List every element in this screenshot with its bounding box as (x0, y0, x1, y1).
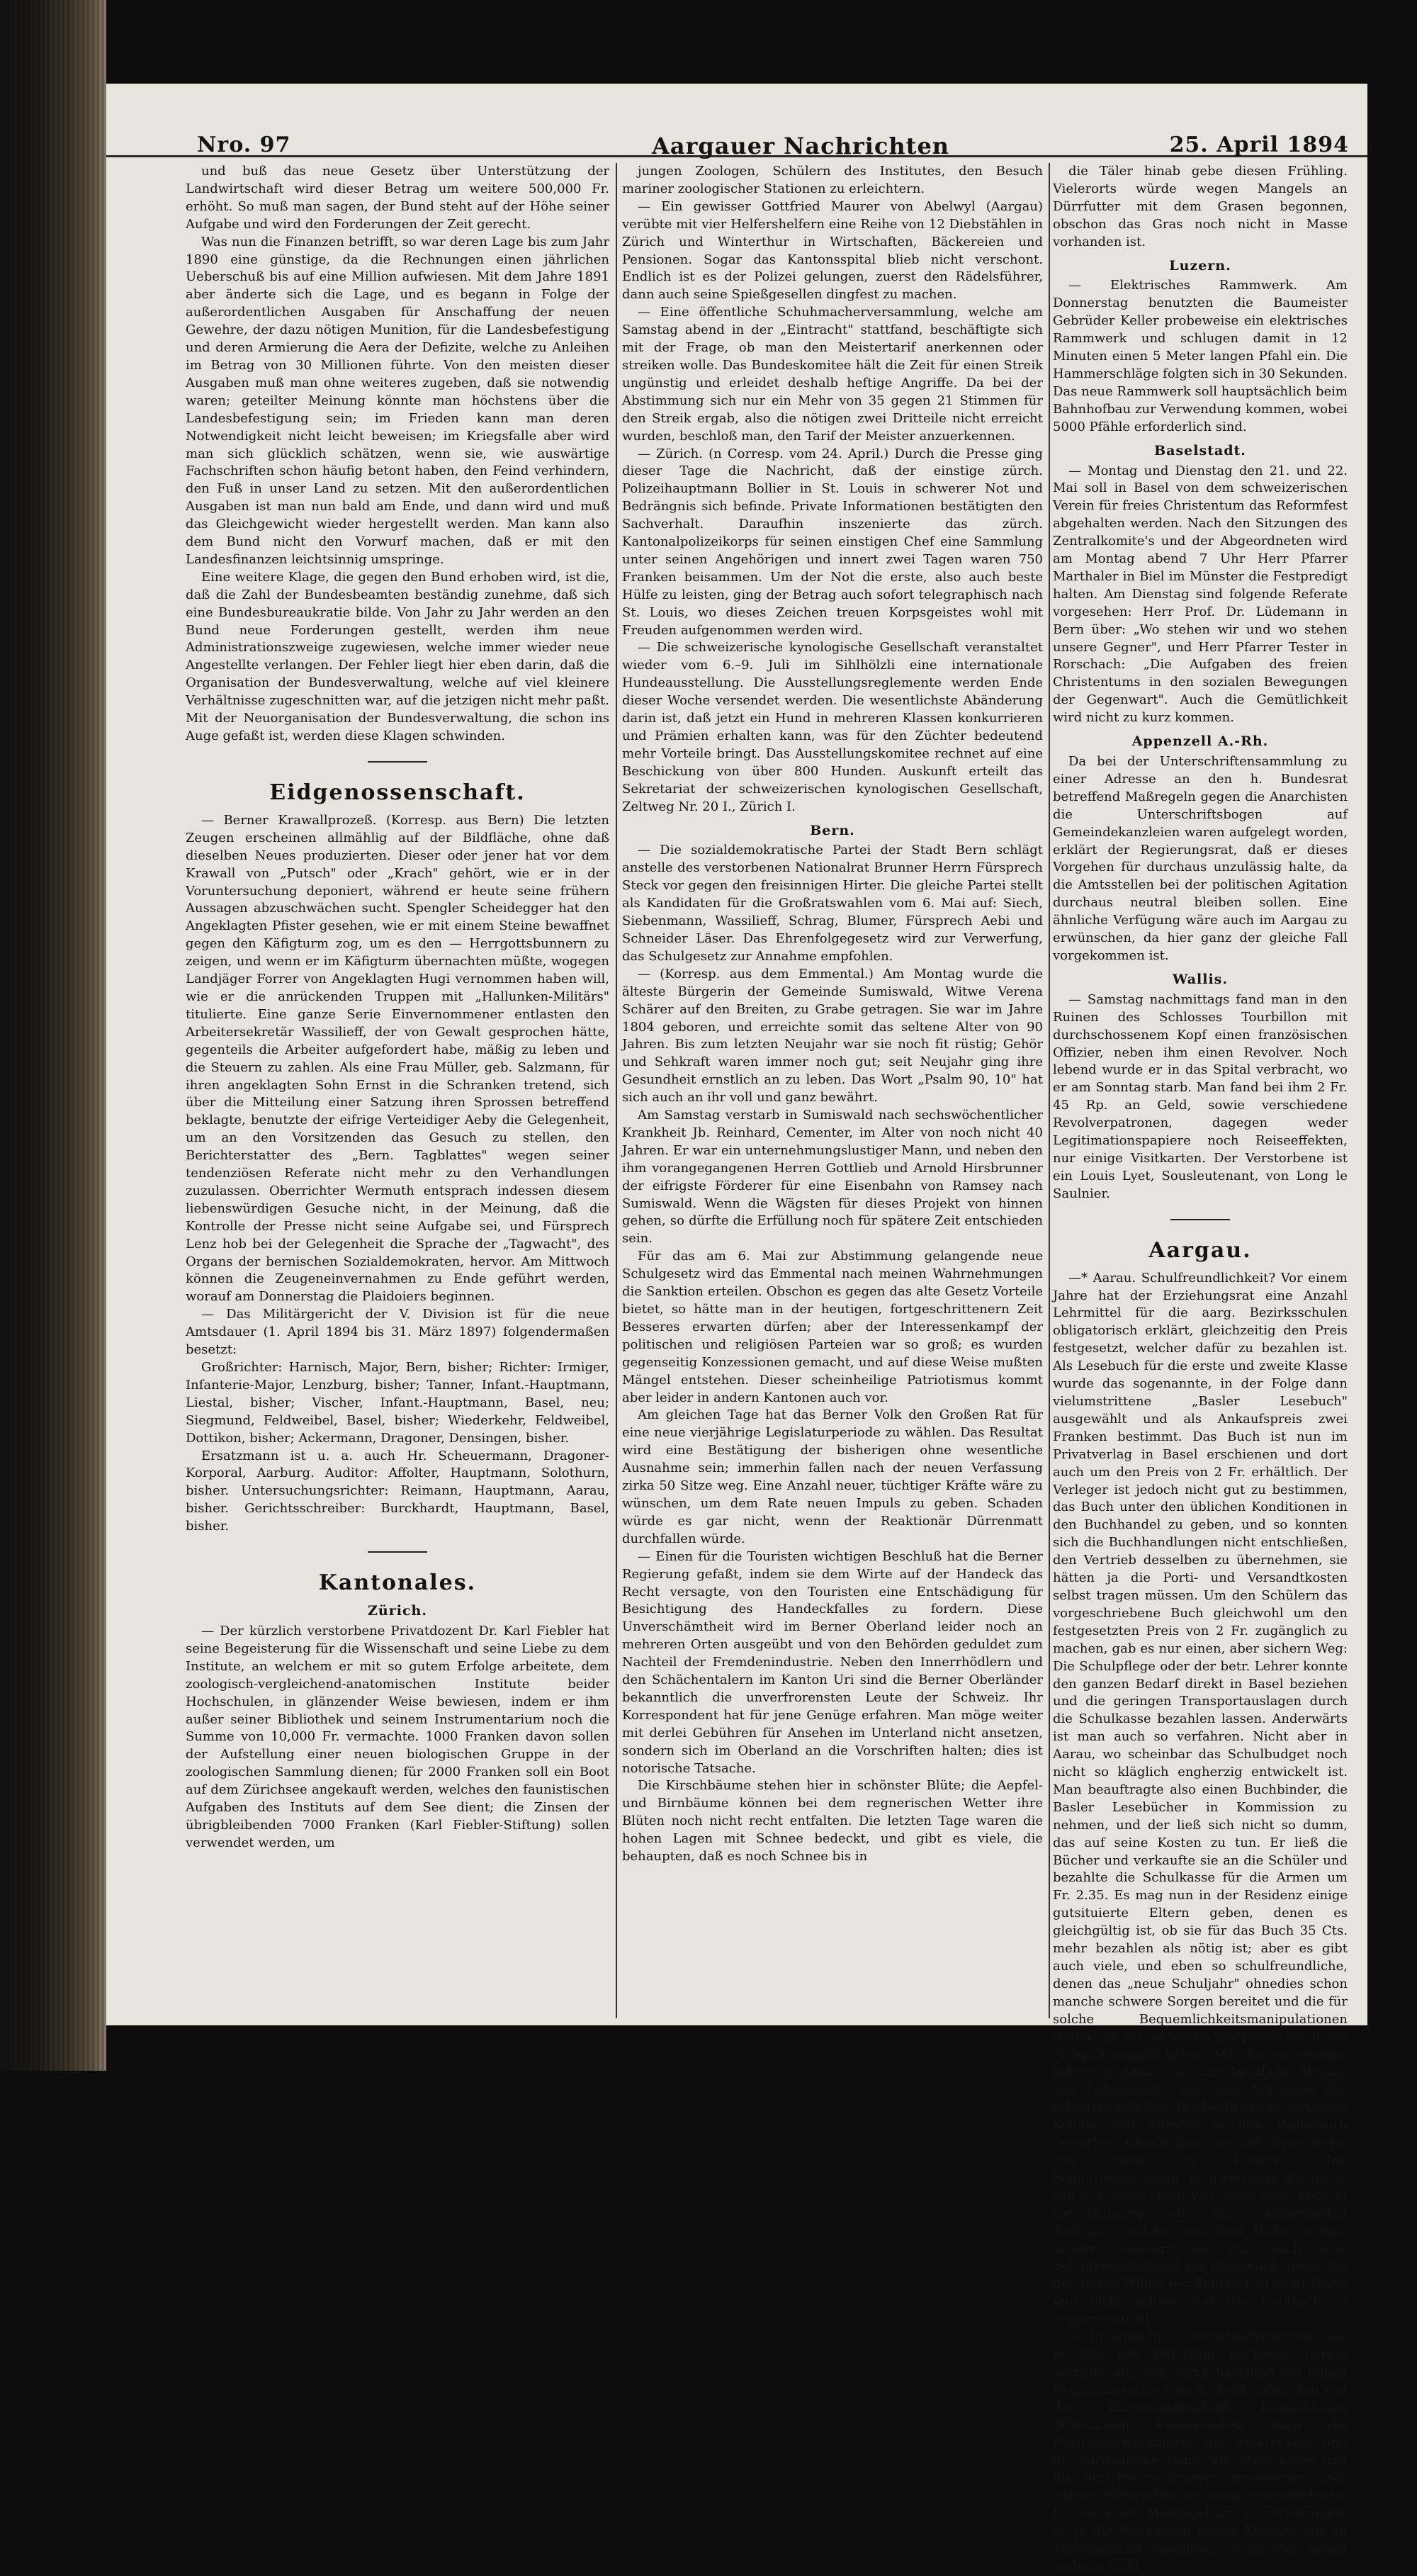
article-paragraph: — Berner Krawallprozeß. (Korresp. aus Bern) Die letzten Zeugen erscheinen allmählig auf der Bildfläche, ohne daß dieselben Neues produzierten. Dieser oder jener hat vor dem Krawall von „Putsch" oder „Krach" gehört, wie er in der Voruntersuchung deponiert, während er heute seine frühern Aussagen abzuschwächen sucht. Spengler Scheidegger hat den Angeklagten Pfister gesehen, wie er mit einem Steine bewaffnet gegen den Käfigturm zog, um es den — Herrgottsbunnern zu zeigen, und wenn er im Käfigturm übernachten müßte, wogegen Landjäger Forrer von Angeklagten Hugi vernommen haben will, wie er die anrückenden Truppen mit „Hallunken-Militärs" titulierte. Eine ganze Serie Einvernommener entlasten den Arbeitersekretär Wassilieff, der von Gewalt gesprochen hätte, gegenteils die Arbeiter aufgefordert habe, mäßig zu leben und die Steuern zu zahlen. Als eine Frau Müller, geb. Salzmann, für ihren angeklagten Sohn Ernst in die Schranken tretend, sich über die Mitteilung einer Satzung ihren Sprossen betreffend beklagte, benutzte der eifrige Verteidiger Aeby die Gelegenheit, um an den Vorsitzenden das Gesuch zu stellen, den Berichterstatter des „Bern. Tagblattes" wegen seiner tendenziösen Referate nicht mehr zu den Verhandlungen zuzulassen. Oberrichter Wermuth entsprach indessen diesem liebenswürdigen Gesuche nicht, in der Meinung, daß die Kontrolle der Presse nicht seine Aufgabe sei, und Fürsprech Lenz hob bei der Gelegenheit die Sprache der „Tagwacht", des Organs der bernischen Sozialdemokraten, hervor. Am Mittwoch können die Zeugeneinvernahmen zu Ende geführt werden, worauf am Donnerstag die Plaidoiers beginnen. (186, 812, 609, 1305)
column-rule-1 (616, 163, 617, 2018)
canton-heading-zurich: Zürich. (368, 1603, 427, 1619)
section-heading-eidgenossenschaft: Eidgenossenschaft. (269, 780, 526, 805)
article-paragraph: — Italienische Silberscheidemünzen. Wir machen das Publikum nochmals darauf aufmerksam, daß durch Beschluß des hohen Regierungsrates vom 4. April außer den von der Eidgenossenschaft bezeichneten öffentlichen Kassenstellen auch die Bezirksverwaltungen, die Staatskasse und die aargauische Bank, die Staatskasse und die Bezirksverwaltungen angewiesen sind, italien. Silberscheidemünzen auszuwechseln. Es war diese Maßregel um so notwendiger, da ja die Postkassen solche Münzen nur an Zahlungsstatt annehmen, nicht aber gegen anderes Geld (1053, 2329, 1348, 2574)
article-paragraph: jungen Zoologen, Schülern des Institutes, den Besuch mariner zoologischer Stationen zu erleichtern. (622, 164, 1043, 196)
section-separator (368, 761, 427, 763)
article-paragraph: Am Samstag verstarb in Sumiswald nach sechswöchentlicher Krankheit Jb. Reinhard, Cementer, im Alter von noch nicht 40 Jahren. Er war ein unternehmungslustiger Mann, und neben den ihm vorangegangenen Herren Gottlieb und Arnold Hirsbrunner der eifrigste Förderer für eine Eisenbahn von Ramsey nach Sumiswald. Wenn die Wägsten für dieses Projekt von hinnen gehen, so dürfte die Erfüllung noch für spätere Zeit entschieden sein. (622, 1108, 1043, 1247)
article-paragraph: — Elektrisches Rammwerk. Am Donnerstag benutzten die Baumeister Gebrüder Keller probeweise ein elektrisches Rammwerk und schlugen damit in 12 Minuten einen 5 Meter langen Pfahl ein. Die Hammerschläge folgten sich in 30 Sekunden. Das neue Rammwerk soll hauptsächlich beim Bahnhofbau zur Verwendung kommen, wobei 5000 Pfähle erforderlich sind. (1053, 278, 1348, 434)
masthead (106, 84, 1367, 157)
issue-number: Nro. 97 (197, 133, 291, 157)
newspaper-page (106, 84, 1367, 2574)
article-paragraph: und buß das neue Gesetz über Unterstützung der Landwirtschaft wird dieser Betrag um weitere 500,000 Fr. erhöht. So muß man sagen, der Bund steht auf der Höhe seiner Aufgabe und wird den Forderungen der Zeit gerecht. (186, 164, 609, 232)
newspaper-title: Aargauer Nachrichten (652, 133, 950, 159)
article-paragraph: — Einen für die Touristen wichtigen Beschluß hat die Berner Regierung gefaßt, indem sie dem Wirte auf der Handeck das Recht versagte, von den Touristen eine Entschädigung für Besichtigung des Handeckfalles zu fordern. Diese Unverschämtheit wird im Berner Oberland leider noch an mehreren Orten ausgeübt und von den Behörden geduldet zum Nachteil der Fremdenindustrie. Neben den Innerrhödlern und den Schächentalern im Kanton Uri sind die Berner Oberländer bekanntlich die unverfrorensten Leute der Schweiz. Ihr Korrespondent hat für jene Genüge erfahren. Man möge weiter mit derlei Gebühren für Ansehen im Unterland nicht ansetzen, sondern sich im Oberland an die Vorschriften halten; dies ist notorische Tatsache. (622, 1548, 1043, 1776)
section-heading-aargau: Aargau. (1148, 1237, 1252, 1263)
canton-heading-luzern: Luzern. (1169, 257, 1231, 274)
article-paragraph: Ersatzmann ist u. a. auch Hr. Scheuermann, Dragoner-Korporal, Aarburg. Auditor: Affolter, Hauptmann, Solothurn, bisher. Untersuchungsrichter: Reimann, Hauptmann, Aarau, bisher. Gerichtsschreiber: Burckhardt, Hauptmann, Basel, bisher. (186, 1448, 609, 1534)
article-paragraph: — Der kürzlich verstorbene Privatdozent Dr. Karl Fiebler hat seine Begeisterung für die Wissenschaft und seine Liebe zu dem Institute, an welchem er mit so gutem Erfolge arbeitete, dem zoologisch-vergleichend-anatomischen Institute beider Hochschulen, in glänzender Weise bewiesen, indem er ihm außer seiner Bibliothek und seinem Instrumentarium noch die Summe von 10,000 Fr. vermachte. 1000 Franken davon sollen der Aufstellung einer neuen biologischen Gruppe in der zoologischen Sammlung dienen; für 2000 Franken soll ein Boot auf dem Zürichsee angekauft werden, welches den faunistischen Aufgaben des Instituts auf dem See dient; die Zinsen der übrigbleibenden 7000 Franken (Karl Fiebler-Stiftung) sollen verwendet werden, um (186, 1623, 609, 1850)
canton-heading-bern: Bern. (810, 822, 855, 838)
section-separator (368, 1551, 427, 1553)
section-heading-kantonales: Kantonales. (318, 1570, 477, 1596)
page-edges (0, 0, 106, 2071)
article-paragraph: — Das Militärgericht der V. Division ist für die neue Amtsdauer (1. April 1894 bis 31. März 1897) folgendermaßen besetzt: (186, 1307, 609, 1358)
canton-heading-wallis: Wallis. (1173, 971, 1228, 987)
book-binding (0, 0, 106, 2071)
article-paragraph: Eine weitere Klage, die gegen den Bund erhoben wird, ist die, daß die Zahl der Bundesbeamten beständig zunehme, daß sich eine Bundesbureaukratie bilde. Von Jahr zu Jahr werden an den Bund neue Forderungen gestellt, werden ihm neue Administrationszweige zugewiesen, welche immer wieder neue Angestellte verlangen. Der Fehler liegt hier eben darin, daß die Organisation der Bundesverwaltung, welche auf viel kleinere Verhältnisse zugeschnitten war, auf die jetzigen nicht mehr paßt. Mit der Neuorganisation der Bundesverwaltung, die schon ins Auge gefaßt ist, werden diese Klagen schwinden. (186, 569, 609, 743)
article-paragraph: Am gleichen Tage hat das Berner Volk den Großen Rat für eine neue vierjährige Legislaturperiode zu wählen. Das Resultat wird eine Bestätigung der bisherigen ohne wesentliche Ausnahme sein; immerhin fallen nach der neuen Verfassung zirka 50 Sitze weg. Eine Anzahl neuer, tüchtiger Kräfte wäre zu wünschen, um dem Rate neuen Impuls zu geben. Schaden würde es gar nicht, wenn der Reaktionär Dürrenmatt durchfallen würde. (622, 1407, 1043, 1546)
article-paragraph: — Die sozialdemokratische Partei der Stadt Bern schlägt anstelle des verstorbenen Nationalrat Brunner Herrn Fürsprech Steck vor gegen den freisinnigen Hirter. Die gleiche Partei stellt als Kandidaten für die Großratswahlen vom 6. Mai auf: Siech, Siebenmann, Wassilieff, Schrag, Blumer, Fürsprech Aebi und Schneider Läser. Das Ehrenfolgegesetz wird zur Verwerfung, das Schulgesetz zur Annahme empfohlen. (622, 843, 1043, 964)
canton-heading-appenzell: Appenzell A.-Rh. (1131, 733, 1269, 750)
article-paragraph: —* Aarau. Schulfreundlichkeit? Vor einem Jahre hat der Erziehungsrat eine Anzahl Lehrmittel für die aarg. Bezirksschulen obligatorisch erklärt, gleichzeitig den Preis festgesetzt, welcher dafür zu bezahlen ist. Als Lesebuch für die erste und zweite Klasse wurde das sogenannte, in der Folge dann vielumstrittene „Basler Lesebuch" ausgewählt und als Ankaufspreis zwei Franken bestimmt. Das Buch ist nun im Privatverlag in Basel erschienen und dort auch um den Preis von 2 Fr. erhältlich. Der Verleger ist jedoch nicht gut zu bestimmen, das Buch unter den üblichen Konditionen in den Buchhandel zu geben, und so konnten sich die Buchhandlungen nicht entschließen, den Vertrieb desselben zu übernehmen, sie hätten ja die Porti- und Versandtkosten selbst tragen müssen. Um den Schülern das vorgeschriebene Buch gleichwohl um den festgesetzten Preis von 2 Fr. zugänglich zu machen, gab es nur einen, aber sichern Weg: Die Schulpflege oder der betr. Lehrer konnte den ganzen Bedarf direkt in Basel beziehen und die geringen Transportauslagen durch die Schulkasse bezahlen lassen. Anderwärts ist man auch so verfahren. Nicht aber in Aarau, wo scheinbar das Schulbudget noch nicht so kläglich engherzig entwickelt ist. Man beauftragte also einen Buchbinder, die Basler Lesebücher in Kommission zu nehmen, und der ließ sich nicht so dumm, das auf seine Kosten zu tun. Er ließ die Bücher und verkaufte sie an die Schüler und bezahlte die Schulkasse für die Armen um Fr. 2.35. Es mag nun in der Residenz einige gutsituierte Eltern geben, denen es gleichgültig ist, ob sie für das Buch 35 Cts. mehr bezahlen als nötig ist; aber es gibt auch viele, und eben so schulfreundliche, denen das „neue Schuljahr" ohnedies schon manche schwere Sorgen bereitet und die für solche Bequemlichkeitsmanipulationen weder die erforderliche Sympathie noch das nötige Kleingeld haben. Man hat vor einigen Jahren in Aarau die „unentgeltliche Abgabe von Lehrmitteln" mit dem Argument der schulfreundlichen Wechselwirkung zwischen Schule und Familie in den Papierkorb geworfen. Glaubt man sie auf diese Weise von oben zu fördern? Die Schulfreundlichkeit, man vergesse das nicht, soll sich nicht allein von unten nach oben in Genehmigung all der „zeitgemäßen Anträge", welche man dem Volke vorlegt, äußern; sondern es gibt auch eine Schulfreundlichkeit von oben nach unten, die den guten Willen der Schwachen nicht lähmt und nicht schwer auf der Geldsack zu ersparen sucht. (1053, 1270, 1348, 2327)
article-paragraph: — Eine öffentliche Schuhmacherversammlung, welche am Samstag abend in der „Eintracht" stattfand, beschäftigte sich mit der Frage, ob man den Meistertarif anerkennen oder streiken wolle. Das Bundeskomitee hält die Zeit für einen Streik ungünstig und erleidet deshalb heftige Angriffe. Da bei der Abstimmung sich nur ein Mehr von 35 gegen 21 Stimmen für den Streik ergab, also die nötigen zwei Dritteile nicht erreicht wurden, beschloß man, den Tarif der Meister anzuerkennen. (622, 305, 1043, 444)
article-paragraph: — Zürich. (n Corresp. vom 24. April.) Durch die Presse ging dieser Tage die Nachricht, daß der einstige zürch. Polizeihauptmann Bollier in St. Louis in schwerer Not und Bedrängnis sich befinde. Private Informationen bestätigten den Sachverhalt. Daraufhin inszenierte das zürch. Kantonalpolizeikorps für seinen einstigen Chef eine Sammlung unter seinen Angehörigen und innert zwei Tagen waren 750 Franken beisammen. Um der Not die erste, also auch beste Hülfe zu leisten, ging der Betrag auch sofort telegraphisch nach St. Louis, wo dieses Zeichen treuen Korpsgeistes wohl mit Freuden aufgenommen werden wird. (622, 446, 1043, 638)
article-paragraph: Großrichter: Harnisch, Major, Bern, bisher; Richter: Irmiger, Infanterie-Major, Lenzburg, bisher; Tanner, Infant.-Hauptmann, Liestal, bisher; Vischer, Infant.-Hauptmann, Basel, neu; Siegmund, Feldweibel, Basel, bisher; Wiederkehr, Feldweibel, Dottikon, bisher; Ackermann, Dragoner, Densingen, bisher. (186, 1360, 609, 1446)
column-2 (622, 163, 1043, 2018)
article-paragraph: — Die schweizerische kynologische Gesellschaft veranstaltet wieder vom 6.–9. Juli im Sihlhölzli eine internationale Hundeausstellung. Die Ausstellungsreglemente werden Ende dieser Woche versendet werden. Die wesentlichste Abänderung darin ist, daß jetzt ein Hund in mehreren Klassen konkurrieren und Prämien erhalten kann, was für den Züchter bedeutend mehr Vorteile bringt. Das Ausstellungskomitee rechnet auf eine Beschickung von über 800 Hunden. Auskunft erteilt das Sekretariat der schweizerischen kynologischen Gesellschaft, Zeltweg Nr. 20 I., Zürich I. (622, 640, 1043, 814)
article-paragraph: — Ein gewisser Gottfried Maurer von Abelwyl (Aargau) verübte mit vier Helfershelfern eine Reihe von 12 Diebstählen in Zürich und Winterthur in Wirtschaften, Bäckereien und Pensionen. Sogar das Kantonsspital blieb nicht verschont. Endlich ist es der Polizei gelungen, zuerst den Rädelsführer, dann auch seine Spießgesellen dingfest zu machen. (622, 198, 1043, 303)
article-paragraph: Die Kirschbäume stehen hier in schönster Blüte; die Aepfel- und Birnbäume können bei dem regnerischen Wetter ihre Blüten noch nicht recht entfalten. Die letzten Tage waren die hohen Lagen mit Schnee bedeckt, und gibt es viele, die behaupten, daß es noch Schnee bis in (622, 1778, 1043, 1864)
column-rule-2 (1049, 163, 1050, 2018)
column-3 (1053, 163, 1348, 2574)
article-paragraph: — Samstag nachmittags fand man in den Ruinen des Schlosses Tourbillon mit durchschossenem Kopf einen französischen Offizier, neben ihm einen Revolver. Noch lebend wurde er in das Spital verbracht, wo er am Sonntag starb. Man fand bei ihm 2 Fr. 45 Rp. an Geld, sowie verschiedene Revolverpatronen, dagegen weder Legitimationspapiere noch Reiseeffekten, nur einige Visitkarten. Der Verstorbene ist ein Louis Lyet, Sousleutenant, von Long le Saulnier. (1053, 991, 1348, 1201)
section-separator (1170, 1219, 1230, 1220)
column-1 (186, 163, 609, 2018)
canton-heading-baselstadt: Baselstadt. (1154, 442, 1246, 459)
article-paragraph: — Montag und Dienstag den 21. und 22. Mai soll in Basel von dem schweizerischen Verein für freies Christentum das Reformfest abgehalten werden. Nach den Sitzungen des Zentralkomite's und der Abgeordneten wird am Montag abend 7 Uhr Herr Pfarrer Marthaler in Biel im Münster die Festpredigt halten. Am Dienstag sind folgende Referate vorgesehen: Herr Prof. Dr. Lüdemann in Bern über: „Wo stehen wir und wo stehen unsere Gegner", und Herr Pfarrer Tester in Rorschach: „Die Aufgaben des freien Christentums in den sozialen Bewegungen der Gegenwart". Auch die Gemütlichkeit wird nicht zu kurz kommen. (1053, 463, 1348, 726)
article-paragraph: die Täler hinab gebe diesen Frühling. Vielerorts würde wegen Mangels an Dürrfutter mit dem Grasen begonnen, obschon das Gras noch nicht in Masse vorhanden ist. (1053, 164, 1348, 249)
article-paragraph: Für das am 6. Mai zur Abstimmung gelangende neue Schulgesetz wird das Emmental nach meinen Wahrnehmungen die Sanktion erteilen. Obschon es gegen das alte Gesetz Vorteile bietet, so hätte man in der heutigen, fortgeschrittenern Zeit Besseres erwarten dürfen; aber der Interessenkampf der politischen und religiösen Parteien war so groß; es wurden gegenseitig Konzessionen gemacht, und auf diese Weise mußten Mängel entstehen. Dieser scheinheilige Patriotismus kommt aber leider in andern Kantonen auch vor. (622, 1249, 1043, 1405)
issue-date: 25. April 1894 (1169, 133, 1349, 157)
article-paragraph: — (Korresp. aus dem Emmental.) Am Montag wurde die älteste Bürgerin der Gemeinde Sumiswald, Witwe Verena Schärer auf den Breiten, zu Grabe getragen. Sie war im Jahre 1804 geboren, und erreichte somit das seltene Alter von 90 Jahren. Bis zum letzten Neujahr war sie noch fit rüstig; Gehör und Sehkraft waren immer noch gut; seit Neujahr ging ihre Gesundheit ernstlich an zu leben. Das Wort „Psalm 90, 10" hat sich auch an ihr voll und ganz bewährt. (622, 966, 1043, 1106)
article-paragraph: Was nun die Finanzen betrifft, so war deren Lage bis zum Jahr 1890 eine günstige, da die Rechnungen einen jährlichen Ueberschuß bis auf eine Million aufwiesen. Mit dem Jahre 1891 aber änderte sich die Lage, und es begann in Folge der außerordentlichen Ausgaben für Anschaffung der neuen Gewehre, der dazu nötigen Munition, für die Landesbefestigung und deren Armierung die Aera der Defizite, welche zu Anleihen im Betrag von 30 Millionen führte. Von den meisten dieser Ausgaben muß man ohne weiteres zugeben, daß sie notwendig waren; geteilter Meinung könnte man höchstens über die Landesbefestigung sein; im Frieden kann man deren Notwendigkeit nicht leicht beweisen; im Kriegsfalle aber wird man sich glücklich schätzen, wenn sie, wie auswärtige Fachschriften schon häufig betont haben, den Feind verhindern, den Fuß in unser Land zu setzen. Mit den außerordentlichen Ausgaben ist man nun bald am Ende, und dann wird und muß das Gleichgewicht wieder hergestellt werden. Man kann also dem Bund nicht den Vorwurf machen, daß er mit den Landesfinanzen leichtsinnig umspringe. (186, 234, 609, 567)
article-paragraph: Da bei der Unterschriftensammlung zu einer Adresse an den h. Bundesrat betreffend Maßregeln gegen die Anarchisten die Unterschriftsbogen auf Gemeindekanzleien waren aufgelegt worden, erklärt der Regierungsrat, daß er dieses Vorgehen für durchaus unzulässig halte, da die Amtsstellen bei der politischen Agitation durchaus neutral bleiben sollen. Eine ähnliche Verfügung wäre auch im Aargau zu erwünschen, da hier ganz der gleiche Fall vorgekommen ist. (1053, 754, 1348, 963)
